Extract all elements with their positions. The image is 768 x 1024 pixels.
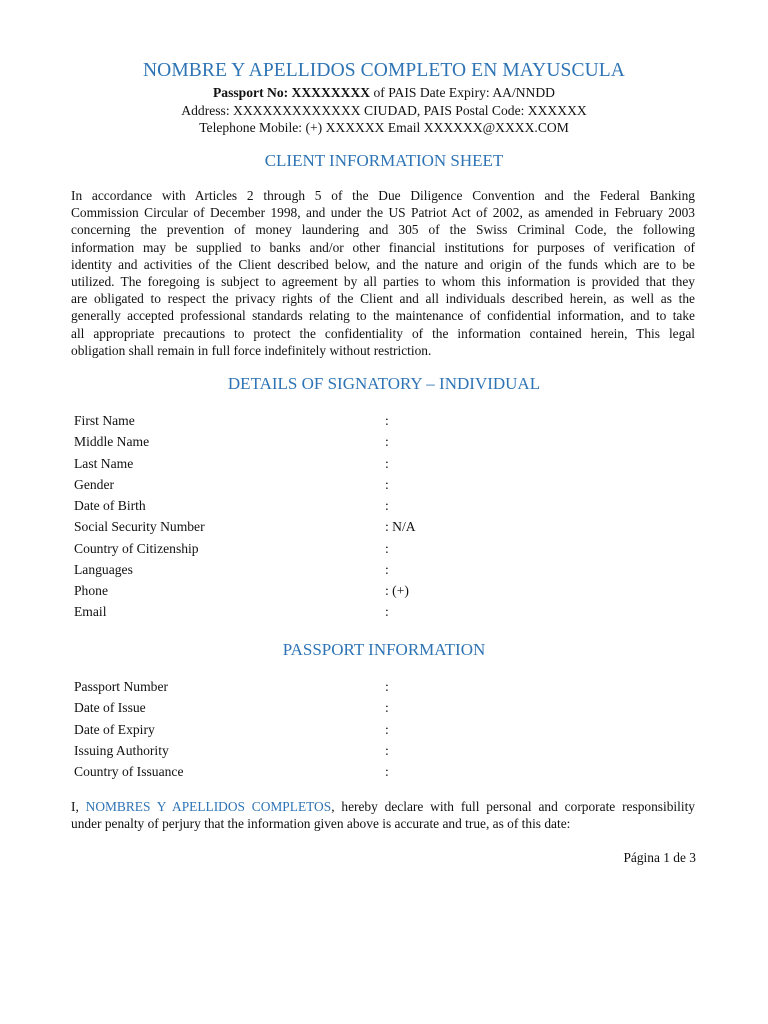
client-info-heading: CLIENT INFORMATION SHEET xyxy=(264,151,504,170)
address-line: Address: XXXXXXXXXXXXX CIUDAD, PAIS Postal Code: XXXXXX xyxy=(181,103,587,118)
passport-rest: of PAIS Date Expiry: AA/NNDD xyxy=(373,85,555,100)
field-label: Last Name xyxy=(74,456,134,471)
field-value: : xyxy=(385,764,389,779)
field-value: : xyxy=(385,722,389,737)
field-value: : xyxy=(385,604,389,619)
intro-line: Commission Circular of December 1998, and under the US Patriot Act of 2002, as amended in February 2003 xyxy=(71,205,695,221)
field-row xyxy=(74,741,674,761)
field-row xyxy=(74,475,674,495)
field-label: Issuing Authority xyxy=(74,743,169,758)
field-row xyxy=(74,432,674,452)
passport-line xyxy=(0,84,768,101)
field-label: Social Security Number xyxy=(74,519,205,534)
field-row xyxy=(74,411,674,431)
field-label: Gender xyxy=(74,477,115,492)
page-number: Página 1 de 3 xyxy=(623,850,696,865)
field-label: Date of Birth xyxy=(74,498,146,513)
field-label: Country of Issuance xyxy=(74,764,184,779)
passport-heading: PASSPORT INFORMATION xyxy=(282,640,486,659)
field-value: : xyxy=(385,413,389,428)
intro-line: utilized. The foregoing is subject to agreement by all parties to whom this information is provided that they xyxy=(71,274,695,290)
intro-paragraph xyxy=(71,187,695,359)
intro-line: information may be supplied to banks and/or other financial institutions for purposes of verification of xyxy=(71,239,695,255)
field-label: Country of Citizenship xyxy=(74,541,199,556)
field-value: : xyxy=(385,498,389,513)
intro-line: In accordance with Articles 2 through 5 of the Due Diligence Convention and the Federal Banking xyxy=(71,188,695,203)
intro-line: obligation shall remain in full force indefinitely without restriction. xyxy=(71,342,432,358)
field-row xyxy=(74,517,674,537)
declaration-prefix: I, xyxy=(71,799,79,814)
field-label: Date of Expiry xyxy=(74,722,155,737)
contact-line: Telephone Mobile: (+) XXXXXX Email XXXXXX@XXXX.COM xyxy=(199,120,569,135)
field-value: : xyxy=(385,679,389,694)
field-value: : xyxy=(385,434,389,449)
field-row xyxy=(74,539,674,559)
declaration-rest: , hereby declare with full personal and corporate responsibility xyxy=(331,799,695,814)
field-row xyxy=(74,698,674,718)
field-value: : xyxy=(385,743,389,758)
field-label: Languages xyxy=(74,562,133,577)
declaration-line-2: under penalty of perjury that the information given above is accurate and true, as of this date: xyxy=(71,816,571,832)
field-value: : N/A xyxy=(385,519,416,534)
field-row xyxy=(74,602,674,622)
intro-line: all appropriate precautions to protect the confidentiality of the information contained herein, This legal xyxy=(71,325,695,341)
field-label: Phone xyxy=(74,583,108,598)
field-label: Date of Issue xyxy=(74,700,146,715)
field-value: : xyxy=(385,477,389,492)
field-label: Passport Number xyxy=(74,679,169,694)
field-value: : (+) xyxy=(385,583,409,598)
passport-label: Passport No: xyxy=(213,85,289,100)
field-row xyxy=(74,677,674,697)
field-row xyxy=(74,581,674,601)
intro-line: identity and activities of the Client described below, and the nature and origin of the funds which are to be xyxy=(71,256,695,272)
field-row xyxy=(74,720,674,740)
declaration-paragraph xyxy=(71,798,695,832)
field-label: Email xyxy=(74,604,107,619)
field-value: : xyxy=(385,541,389,556)
field-label: Middle Name xyxy=(74,434,150,449)
passport-number: XXXXXXXX xyxy=(291,85,371,100)
intro-line: are obligated to respect the privacy rights of the Client and all individuals described herein, as well as the xyxy=(71,291,695,307)
field-row xyxy=(74,496,674,516)
field-value: : xyxy=(385,562,389,577)
field-row xyxy=(74,762,674,782)
declaration-line-1 xyxy=(71,798,695,815)
declarant-name: NOMBRES Y APELLIDOS COMPLETOS xyxy=(85,799,332,814)
intro-line: concerning the prevention of money laundering and 305 of the Swiss Criminal Code, the following xyxy=(71,222,695,238)
field-row xyxy=(74,454,674,474)
signatory-heading: DETAILS OF SIGNATORY – INDIVIDUAL xyxy=(227,374,541,393)
field-row xyxy=(74,560,674,580)
intro-line: generally accepted professional standards relating to the maintenance of confidential information, and to take xyxy=(71,308,695,324)
document-title: NOMBRE Y APELLIDOS COMPLETO EN MAYUSCULA xyxy=(143,60,625,81)
field-label: First Name xyxy=(74,413,135,428)
field-value: : xyxy=(385,456,389,471)
field-value: : xyxy=(385,700,389,715)
